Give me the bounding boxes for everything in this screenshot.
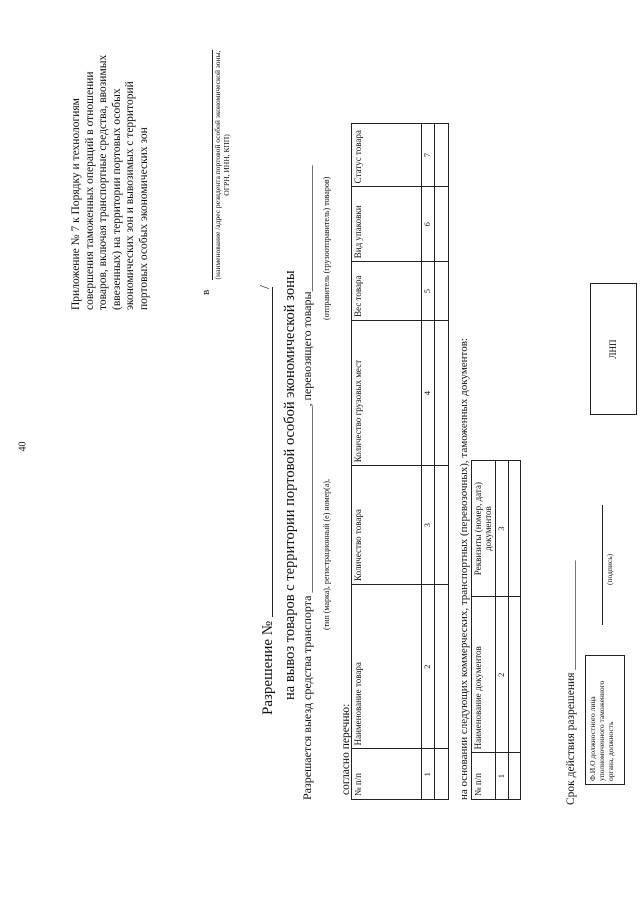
goods-col-number: 2 <box>422 584 435 748</box>
goods-header: Количество товара <box>352 466 422 585</box>
goods-col-number: 6 <box>422 187 435 262</box>
basis-text: на основании следующих коммерческих, транспортных (перевозочных), таможенных документов: <box>458 338 470 800</box>
goods-cell <box>435 749 449 800</box>
goods-cell <box>435 124 449 187</box>
goods-header: Статус товара <box>352 124 422 187</box>
appendix-title: Приложение № 7 к Порядку и технологиям совершения таможенных операций в отношении товаров, включая транспортные средства, ввозимых (ввезенных) на территории портовых особых экономических зон и вывозимых с территорий портовых особых экономических зон <box>70 54 150 310</box>
according-list: согласно перечню: <box>340 703 352 795</box>
goods-cell <box>435 262 449 321</box>
goods-header: Количество грузовых мест <box>352 320 422 465</box>
docs-col-number: 1 <box>496 753 509 800</box>
goods-header: Вид упаковки <box>352 187 422 262</box>
goods-cell <box>435 187 449 262</box>
goods-table <box>351 123 449 800</box>
permit-number-line <box>272 287 273 617</box>
transport-line: Разрешается выезд средства транспорта _______________________________, перевозящего товары_____________________ <box>300 165 314 800</box>
page-number: 40 <box>17 441 29 452</box>
goods-col-number: 7 <box>422 124 435 187</box>
sender-caption: (отправитель (грузоотправитель) товаров) <box>322 176 331 320</box>
validity-label: Срок действия разрешения ___________________ <box>565 560 577 805</box>
goods-cell <box>435 466 449 585</box>
official-name-box: Ф.И.О должностного лица уполномоченного таможенного органа, должность <box>585 655 625 785</box>
goods-header: Вес товара <box>352 262 422 321</box>
docs-cell <box>509 597 521 753</box>
signature-line <box>602 505 603 625</box>
goods-col-number: 3 <box>422 466 435 585</box>
docs-cell <box>509 753 521 800</box>
permit-title: Разрешение № <box>260 620 276 715</box>
goods-col-number: 5 <box>422 262 435 321</box>
goods-cell <box>435 320 449 465</box>
goods-col-number: 4 <box>422 320 435 465</box>
transport-caption: (тип (марка), регистрационный (е) номер(а), <box>322 478 331 630</box>
address-caption: (наименование /адрес резидента портовой особой экономической зоны, ОГРН, ИНН, КПП) <box>213 50 231 280</box>
documents-table <box>471 460 521 800</box>
permit-subtitle: на вывоз товаров с территории портовой особой экономической зоны <box>282 270 298 700</box>
goods-header: Наименование товара <box>352 584 422 748</box>
rotated-document <box>60 15 640 885</box>
docs-cell <box>509 461 521 597</box>
address-prefix: в <box>200 289 212 295</box>
stamp-box: ЛНП <box>590 283 637 415</box>
permit-slash: / <box>258 285 273 289</box>
goods-header: № п/п <box>352 749 422 800</box>
goods-col-number: 1 <box>422 749 435 800</box>
docs-col-number: 3 <box>496 461 509 597</box>
docs-header: Реквизиты (номер, дата) документов <box>472 461 496 597</box>
signature-caption: (подпись) <box>605 553 614 585</box>
docs-header: Наименование документов <box>472 597 496 753</box>
docs-header: № п/п <box>472 753 496 800</box>
goods-cell <box>435 584 449 748</box>
docs-col-number: 2 <box>496 597 509 753</box>
